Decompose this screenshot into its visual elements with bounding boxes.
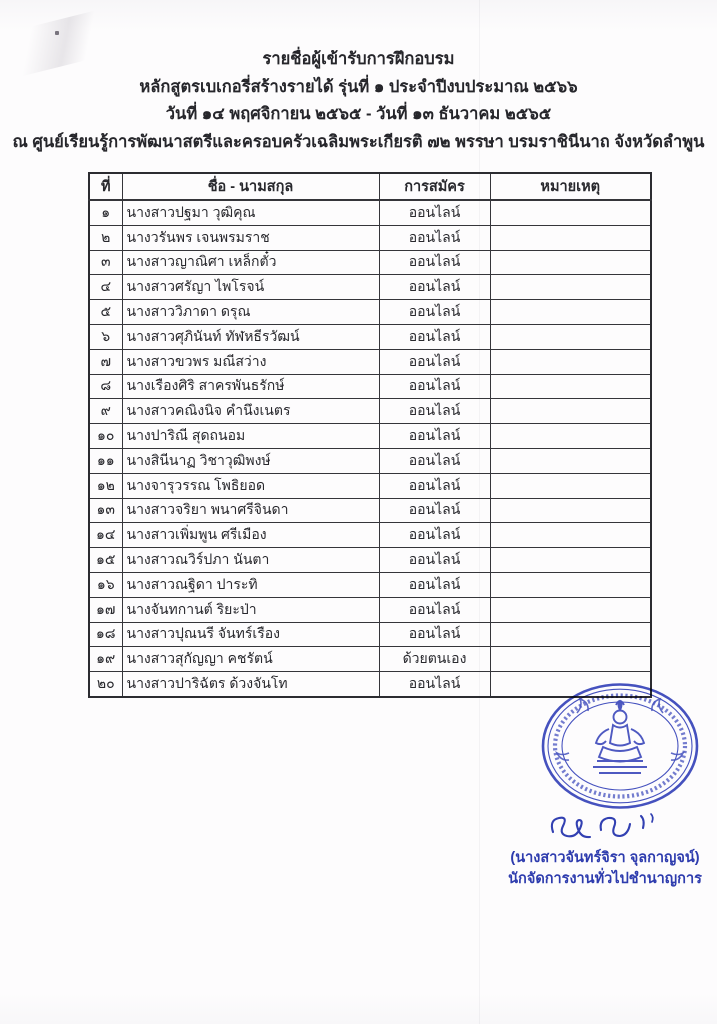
row-remark: [490, 300, 651, 325]
row-name: นางสาวปุณนรี จันทร์เรือง: [122, 622, 379, 647]
table-row: [89, 622, 651, 647]
table-row: [89, 200, 651, 225]
doc-title-line-4: ณ ศูนย์เรียนรู้การพัฒนาสตรีและครอบครัวเฉลิมพระเกียรติ ๗๒ พรรษา บรมราชินีนาถ จังหวัดลำพูน: [12, 132, 705, 151]
table-row: [89, 225, 651, 250]
row-name: นางจันทกานต์ ริยะป่า: [122, 597, 379, 622]
doc-title-line-1: รายชื่อผู้เข้ารับการฝึกอบรม: [262, 50, 455, 68]
row-registration: ออนไลน์: [379, 424, 490, 449]
row-remark: [490, 523, 651, 548]
row-number: ๑๒: [89, 473, 122, 498]
row-registration: ออนไลน์: [379, 572, 490, 597]
row-remark: [490, 399, 651, 424]
row-name: นางจารุวรรณ โพธิยอด: [122, 473, 379, 498]
table-row: [89, 548, 651, 573]
row-number: ๒๐: [89, 672, 122, 697]
table-row: [89, 498, 651, 523]
table-row: [89, 473, 651, 498]
row-remark: [490, 424, 651, 449]
doc-title-line-3: วันที่ ๑๔ พฤศจิกายน ๒๕๖๕ - วันที่ ๑๓ ธันวาคม ๒๕๖๕: [165, 105, 552, 123]
row-registration: ออนไลน์: [379, 324, 490, 349]
signer-name: (นางสาวจันทร์จิรา จุลกาญจน์): [510, 850, 700, 866]
row-remark: [490, 473, 651, 498]
row-remark: [490, 647, 651, 672]
table-row: [89, 424, 651, 449]
row-remark: [490, 200, 651, 225]
row-number: ๓: [89, 250, 122, 275]
row-number: ๔: [89, 275, 122, 300]
row-registration: ออนไลน์: [379, 399, 490, 424]
table-row: [89, 647, 651, 672]
row-registration: ออนไลน์: [379, 672, 490, 697]
row-name: นางสาวญาณิศา เหล็กตั๋ว: [122, 250, 379, 275]
official-seal-stamp-icon: [539, 681, 701, 811]
row-registration: ออนไลน์: [379, 225, 490, 250]
row-remark: [490, 548, 651, 573]
row-number: ๑๗: [89, 597, 122, 622]
row-number: ๑๑: [89, 448, 122, 473]
row-name: นางสาวสุกัญญา คชรัตน์: [122, 647, 379, 672]
row-remark: [490, 448, 651, 473]
doc-title-line-2: หลักสูตรเบเกอรี่สร้างรายได้ รุ่นที่ ๑ ประจำปีงบประมาณ ๒๕๖๖: [139, 77, 578, 96]
row-name: นางสาวณวิร์ปภา นันตา: [122, 548, 379, 573]
row-name: นางวรันพร เจนพรมราช: [122, 225, 379, 250]
row-number: ๗: [89, 349, 122, 374]
row-number: ๑: [89, 200, 122, 225]
row-name: นางสาวเพิ่มพูน ศรีเมือง: [122, 523, 379, 548]
row-name: นางสาวณฐิดา ปาระทิ: [122, 572, 379, 597]
row-registration: ออนไลน์: [379, 448, 490, 473]
row-registration: ออนไลน์: [379, 597, 490, 622]
column-header-name: ชื่อ - นามสกุล: [122, 173, 379, 200]
row-registration: ออนไลน์: [379, 622, 490, 647]
table-row: [89, 374, 651, 399]
row-registration: ออนไลน์: [379, 200, 490, 225]
row-registration: ออนไลน์: [379, 349, 490, 374]
participants-table: [88, 172, 652, 698]
row-name: นางเรืองศิริ สาครพันธรักษ์: [122, 374, 379, 399]
row-name: นางสาวปฐมา วุฒิคุณ: [122, 200, 379, 225]
signer-title: นักจัดการงานทั่วไปชำนาญการ: [508, 871, 702, 887]
row-number: ๑๖: [89, 572, 122, 597]
handwritten-signature: [545, 806, 660, 848]
row-remark: [490, 572, 651, 597]
row-registration: ออนไลน์: [379, 473, 490, 498]
table-row: [89, 349, 651, 374]
row-name: นางปาริณี สุดถนอม: [122, 424, 379, 449]
row-number: ๑๔: [89, 523, 122, 548]
row-remark: [490, 374, 651, 399]
row-registration: ออนไลน์: [379, 523, 490, 548]
row-registration: ออนไลน์: [379, 548, 490, 573]
row-remark: [490, 275, 651, 300]
table-row: [89, 399, 651, 424]
row-name: นางสาวปาริฉัตร ด้วงจันโท: [122, 672, 379, 697]
table-row: [89, 300, 651, 325]
row-remark: [490, 250, 651, 275]
row-name: นางสินีนาฏ วิชาวุฒิพงษ์: [122, 448, 379, 473]
row-name: นางสาวคณิงนิจ คำนึงเนตร: [122, 399, 379, 424]
row-number: ๕: [89, 300, 122, 325]
row-number: ๑๘: [89, 622, 122, 647]
table-row: [89, 448, 651, 473]
table-row: [89, 572, 651, 597]
table-header-row: [89, 173, 651, 200]
row-registration: ออนไลน์: [379, 374, 490, 399]
row-registration: ออนไลน์: [379, 300, 490, 325]
row-remark: [490, 597, 651, 622]
row-name: นางสาววิภาดา ดรุณ: [122, 300, 379, 325]
row-number: ๘: [89, 374, 122, 399]
row-remark: [490, 498, 651, 523]
row-remark: [490, 324, 651, 349]
row-name: นางสาวขวพร มณีสว่าง: [122, 349, 379, 374]
row-remark: [490, 349, 651, 374]
row-name: นางสาวศรัญา ไพโรจน์: [122, 275, 379, 300]
table-row: [89, 523, 651, 548]
row-number: ๑๓: [89, 498, 122, 523]
row-number: ๙: [89, 399, 122, 424]
row-number: ๑๙: [89, 647, 122, 672]
column-header-remark: หมายเหตุ: [490, 173, 651, 200]
column-header-registration: การสมัคร: [379, 173, 490, 200]
row-registration: ออนไลน์: [379, 498, 490, 523]
table-row: [89, 275, 651, 300]
row-name: นางสาวจริยา พนาศรีจินดา: [122, 498, 379, 523]
row-remark: [490, 225, 651, 250]
row-registration: ออนไลน์: [379, 275, 490, 300]
column-header-no: ที่: [89, 173, 122, 200]
row-number: ๖: [89, 324, 122, 349]
table-row: [89, 324, 651, 349]
row-registration: ออนไลน์: [379, 250, 490, 275]
row-name: นางสาวศุภินันท์ ทัฬหธีรวัฒน์: [122, 324, 379, 349]
row-remark: [490, 622, 651, 647]
table-row: [89, 250, 651, 275]
row-number: ๒: [89, 225, 122, 250]
row-number: ๑๐: [89, 424, 122, 449]
scan-speck-artifact: [55, 31, 59, 35]
row-registration: ด้วยตนเอง: [379, 647, 490, 672]
document-header: [0, 46, 717, 156]
row-number: ๑๕: [89, 548, 122, 573]
table-row: [89, 597, 651, 622]
